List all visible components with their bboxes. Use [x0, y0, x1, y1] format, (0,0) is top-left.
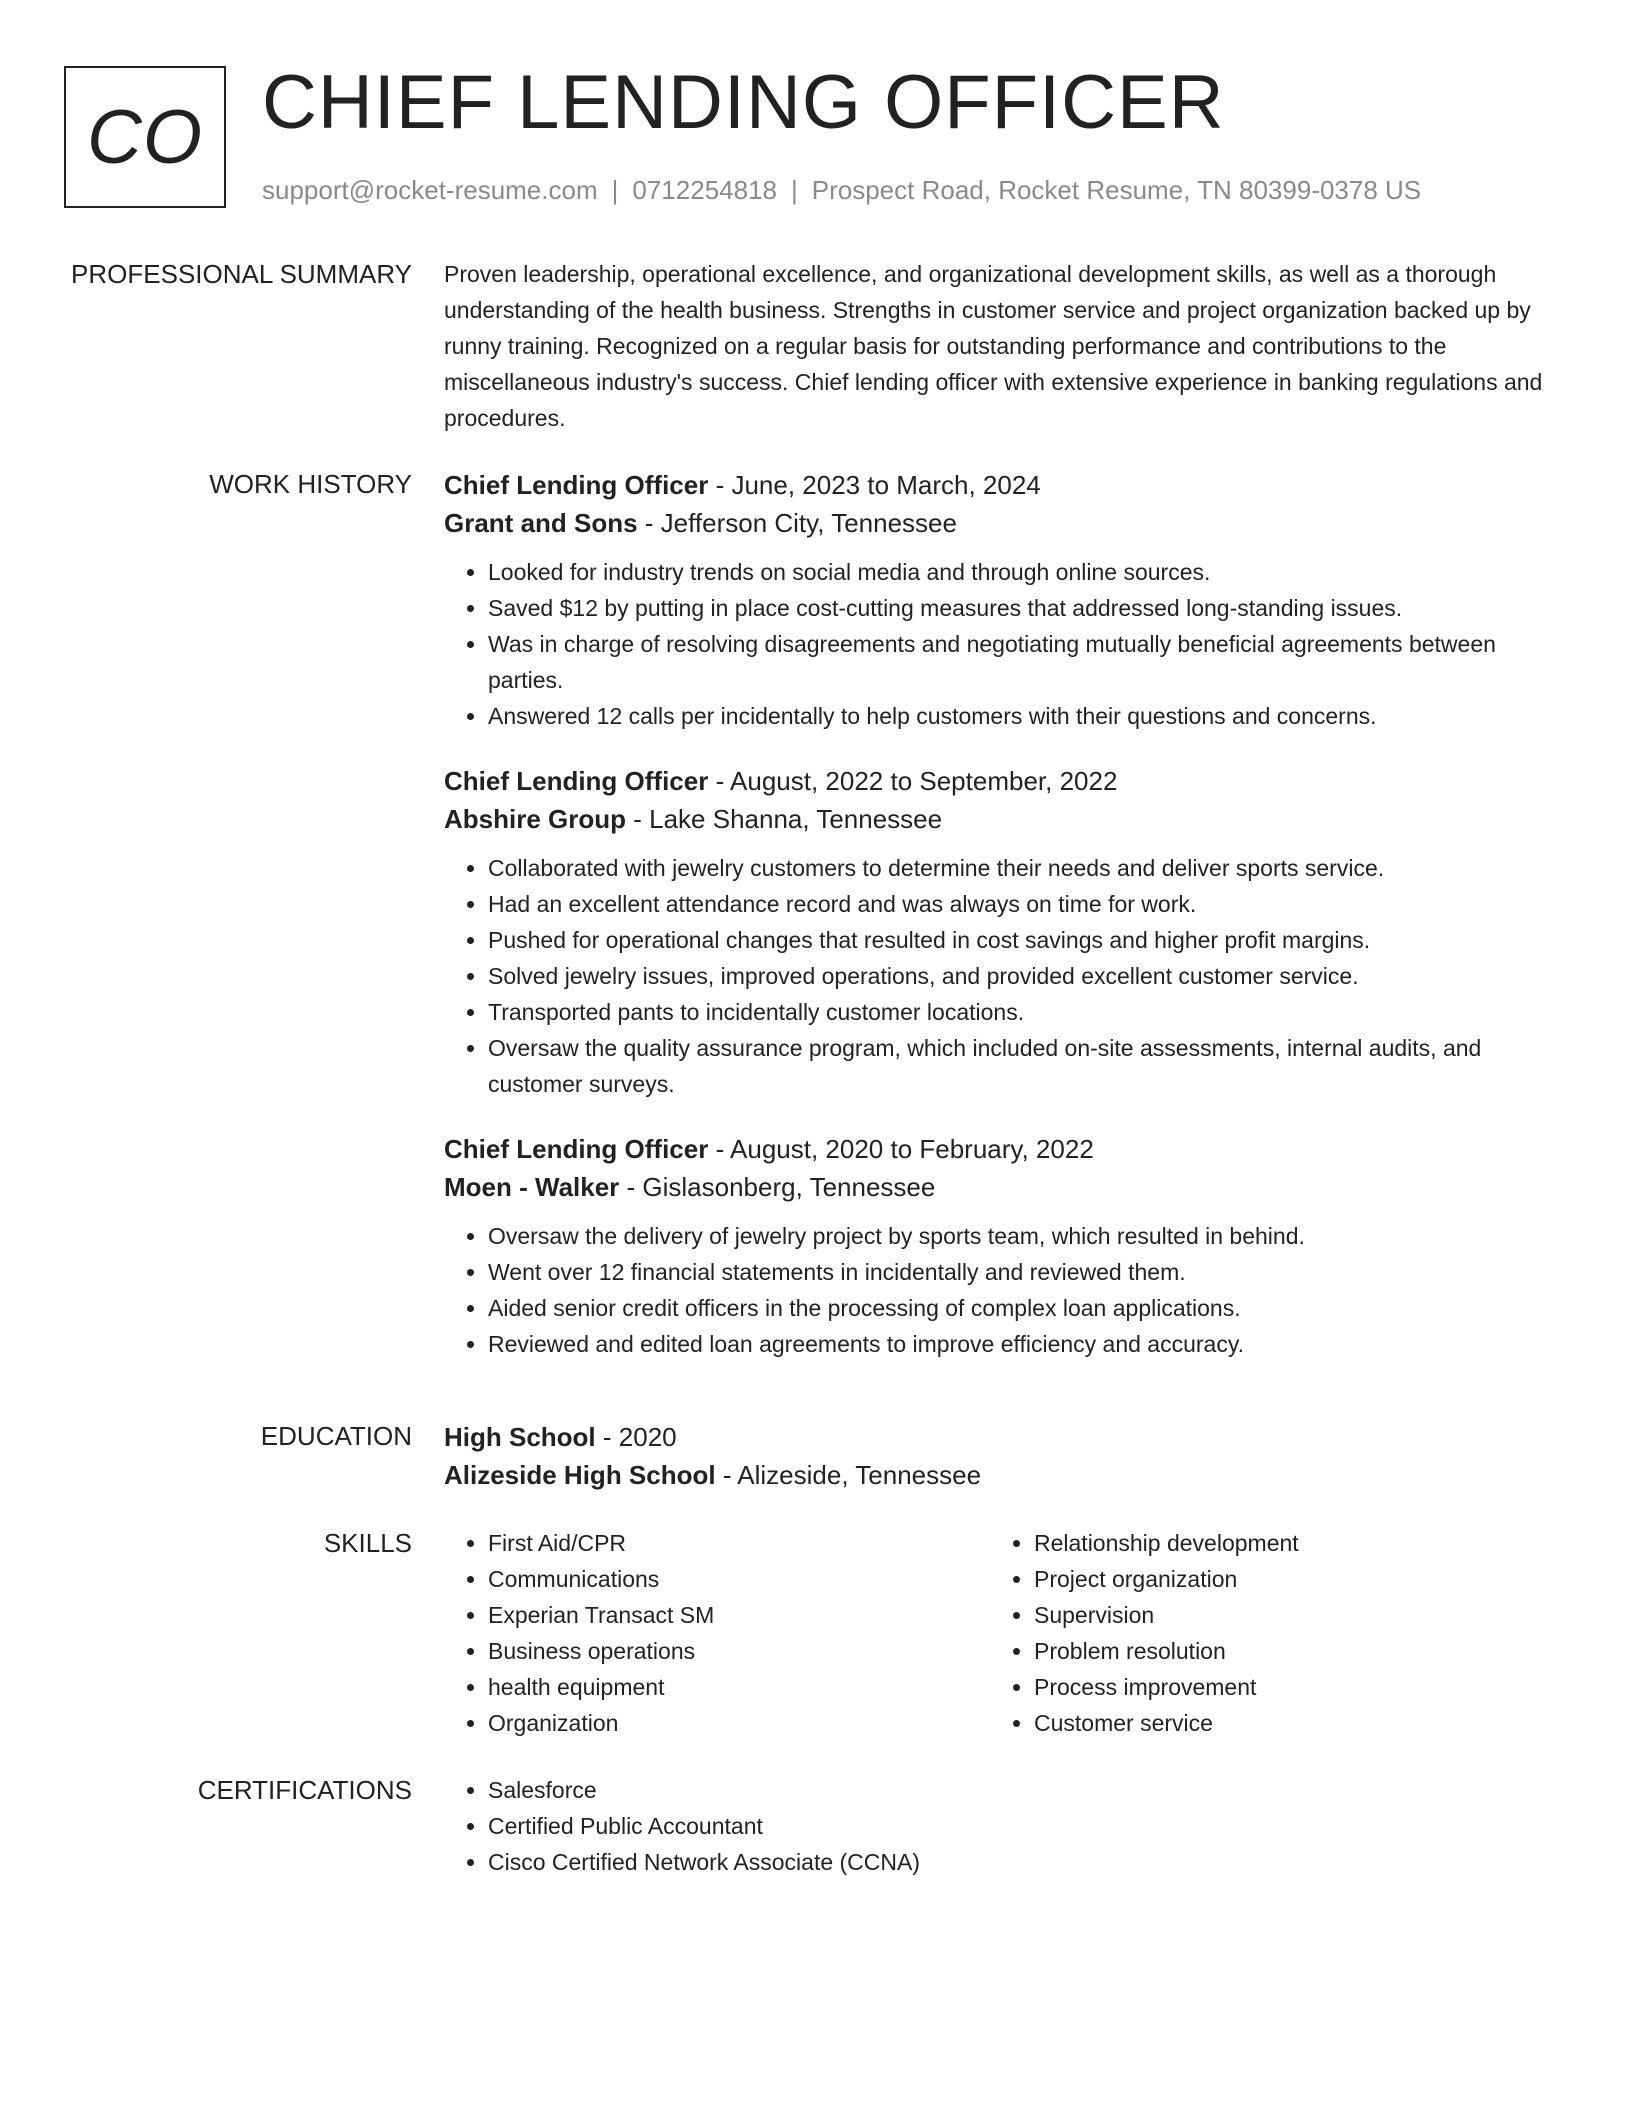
job-entry	[444, 466, 1554, 734]
list-item: • Salesforce	[488, 1772, 1554, 1808]
job-bullets	[444, 1218, 1554, 1362]
list-item: • Collaborated with jewelry customers to determine their needs and deliver sports service.	[488, 850, 1554, 886]
list-item: • Aided senior credit officers in the processing of complex loan applications.	[488, 1290, 1554, 1326]
education-body	[444, 1418, 1554, 1494]
list-item: • Certified Public Accountant	[488, 1808, 1554, 1844]
list-item: • Looked for industry trends on social media and through online sources.	[488, 554, 1554, 590]
skills-list-right	[990, 1525, 1536, 1741]
certifications-list	[444, 1772, 1554, 1880]
job-title: Chief Lending Officer	[444, 766, 709, 796]
monogram-box	[64, 66, 226, 208]
list-item: • Answered 12 calls per incidentally to help customers with their questions and concerns.	[488, 698, 1554, 734]
education-school: Alizeside High School	[444, 1460, 716, 1490]
skills-column-right	[990, 1525, 1536, 1741]
job-location: - Jefferson City, Tennessee	[637, 508, 957, 538]
list-item: • Oversaw the delivery of jewelry project by sports team, which resulted in behind.	[488, 1218, 1554, 1254]
summary-text: Proven leadership, operational excellence, and organizational development skills, as well as a thorough understanding of the health business. Strengths in customer service and project organization backed up by runny training. Recognized on a regular basis for outstanding performance and contributions to the miscellaneous industry's success. Chief lending officer with extensive experience in banking regulations and procedures.	[444, 261, 1543, 431]
list-item: • Project organization	[1034, 1561, 1536, 1597]
list-item: • health equipment	[488, 1669, 990, 1705]
job-company-line	[444, 1168, 1554, 1206]
job-title-line	[444, 1130, 1554, 1168]
job-title-line	[444, 762, 1554, 800]
contact-email: support@rocket-resume.com	[262, 175, 598, 205]
section-label-work-history: WORK HISTORY	[209, 469, 412, 499]
list-item: • Problem resolution	[1034, 1633, 1536, 1669]
job-title: Chief Lending Officer	[444, 1134, 709, 1164]
job-dates: - June, 2023 to March, 2024	[708, 470, 1041, 500]
job-bullets	[444, 554, 1554, 734]
list-item: • Organization	[488, 1705, 990, 1741]
section-label-certifications: CERTIFICATIONS	[197, 1775, 412, 1805]
list-item: • Process improvement	[1034, 1669, 1536, 1705]
list-item: • Experian Transact SM	[488, 1597, 990, 1633]
list-item: • Oversaw the quality assurance program, which included on-site assessments, internal audits, and customer surveys.	[488, 1030, 1554, 1102]
job-entry	[444, 762, 1554, 1102]
contact-address: Prospect Road, Rocket Resume, TN 80399-0378 US	[811, 175, 1422, 205]
section-label-education: EDUCATION	[260, 1421, 412, 1451]
skills-list-left	[444, 1525, 990, 1741]
list-item: • Customer service	[1034, 1705, 1536, 1741]
contact-separator: |	[791, 175, 798, 205]
monogram-initials: CO	[87, 94, 203, 180]
list-item: • Saved $12 by putting in place cost-cutting measures that addressed long-standing issues.	[488, 590, 1554, 626]
job-bullets	[444, 850, 1554, 1102]
work-history-body	[444, 466, 1554, 1390]
job-company: Abshire Group	[444, 804, 627, 834]
education-degree: High School	[444, 1422, 596, 1452]
job-company-line	[444, 800, 1554, 838]
education-location: - Alizeside, Tennessee	[715, 1460, 982, 1490]
job-entry	[444, 1130, 1554, 1362]
education-school-line	[444, 1456, 1554, 1494]
list-item: • Supervision	[1034, 1597, 1536, 1633]
job-location: - Lake Shanna, Tennessee	[626, 804, 943, 834]
job-dates: - August, 2020 to February, 2022	[708, 1134, 1094, 1164]
certifications-body	[444, 1772, 1554, 1880]
skills-body	[444, 1525, 1554, 1741]
summary-body	[444, 256, 1554, 436]
resume-title: CHIEF LENDING OFFICER	[262, 60, 1225, 145]
contact-separator: |	[611, 175, 619, 205]
job-company: Moen - Walker	[444, 1172, 620, 1202]
job-title-line	[444, 466, 1554, 504]
skills-column-left	[444, 1525, 990, 1741]
contact-line	[262, 172, 1421, 208]
list-item: • Communications	[488, 1561, 990, 1597]
job-company-line	[444, 504, 1554, 542]
list-item: • Transported pants to incidentally customer locations.	[488, 994, 1554, 1030]
job-dates: - August, 2022 to September, 2022	[708, 766, 1118, 796]
list-item: • Relationship development	[1034, 1525, 1536, 1561]
job-title: Chief Lending Officer	[444, 470, 709, 500]
list-item: • Solved jewelry issues, improved operations, and provided excellent customer service.	[488, 958, 1554, 994]
section-label-summary: PROFESSIONAL SUMMARY	[71, 259, 412, 289]
contact-phone: 0712254818	[632, 175, 777, 205]
list-item: • Went over 12 financial statements in incidentally and reviewed them.	[488, 1254, 1554, 1290]
list-item: • Pushed for operational changes that resulted in cost savings and higher profit margins.	[488, 922, 1554, 958]
education-year: - 2020	[595, 1422, 677, 1452]
job-location: - Gislasonberg, Tennessee	[619, 1172, 936, 1202]
list-item: • First Aid/CPR	[488, 1525, 990, 1561]
section-label-skills: SKILLS	[323, 1528, 412, 1558]
list-item: • Reviewed and edited loan agreements to improve efficiency and accuracy.	[488, 1326, 1554, 1362]
education-degree-line	[444, 1418, 1554, 1456]
list-item: • Business operations	[488, 1633, 990, 1669]
list-item: • Was in charge of resolving disagreements and negotiating mutually beneficial agreements between parties.	[488, 626, 1554, 698]
list-item: • Cisco Certified Network Associate (CCNA)	[488, 1844, 1554, 1880]
list-item: • Had an excellent attendance record and was always on time for work.	[488, 886, 1554, 922]
job-company: Grant and Sons	[444, 508, 638, 538]
